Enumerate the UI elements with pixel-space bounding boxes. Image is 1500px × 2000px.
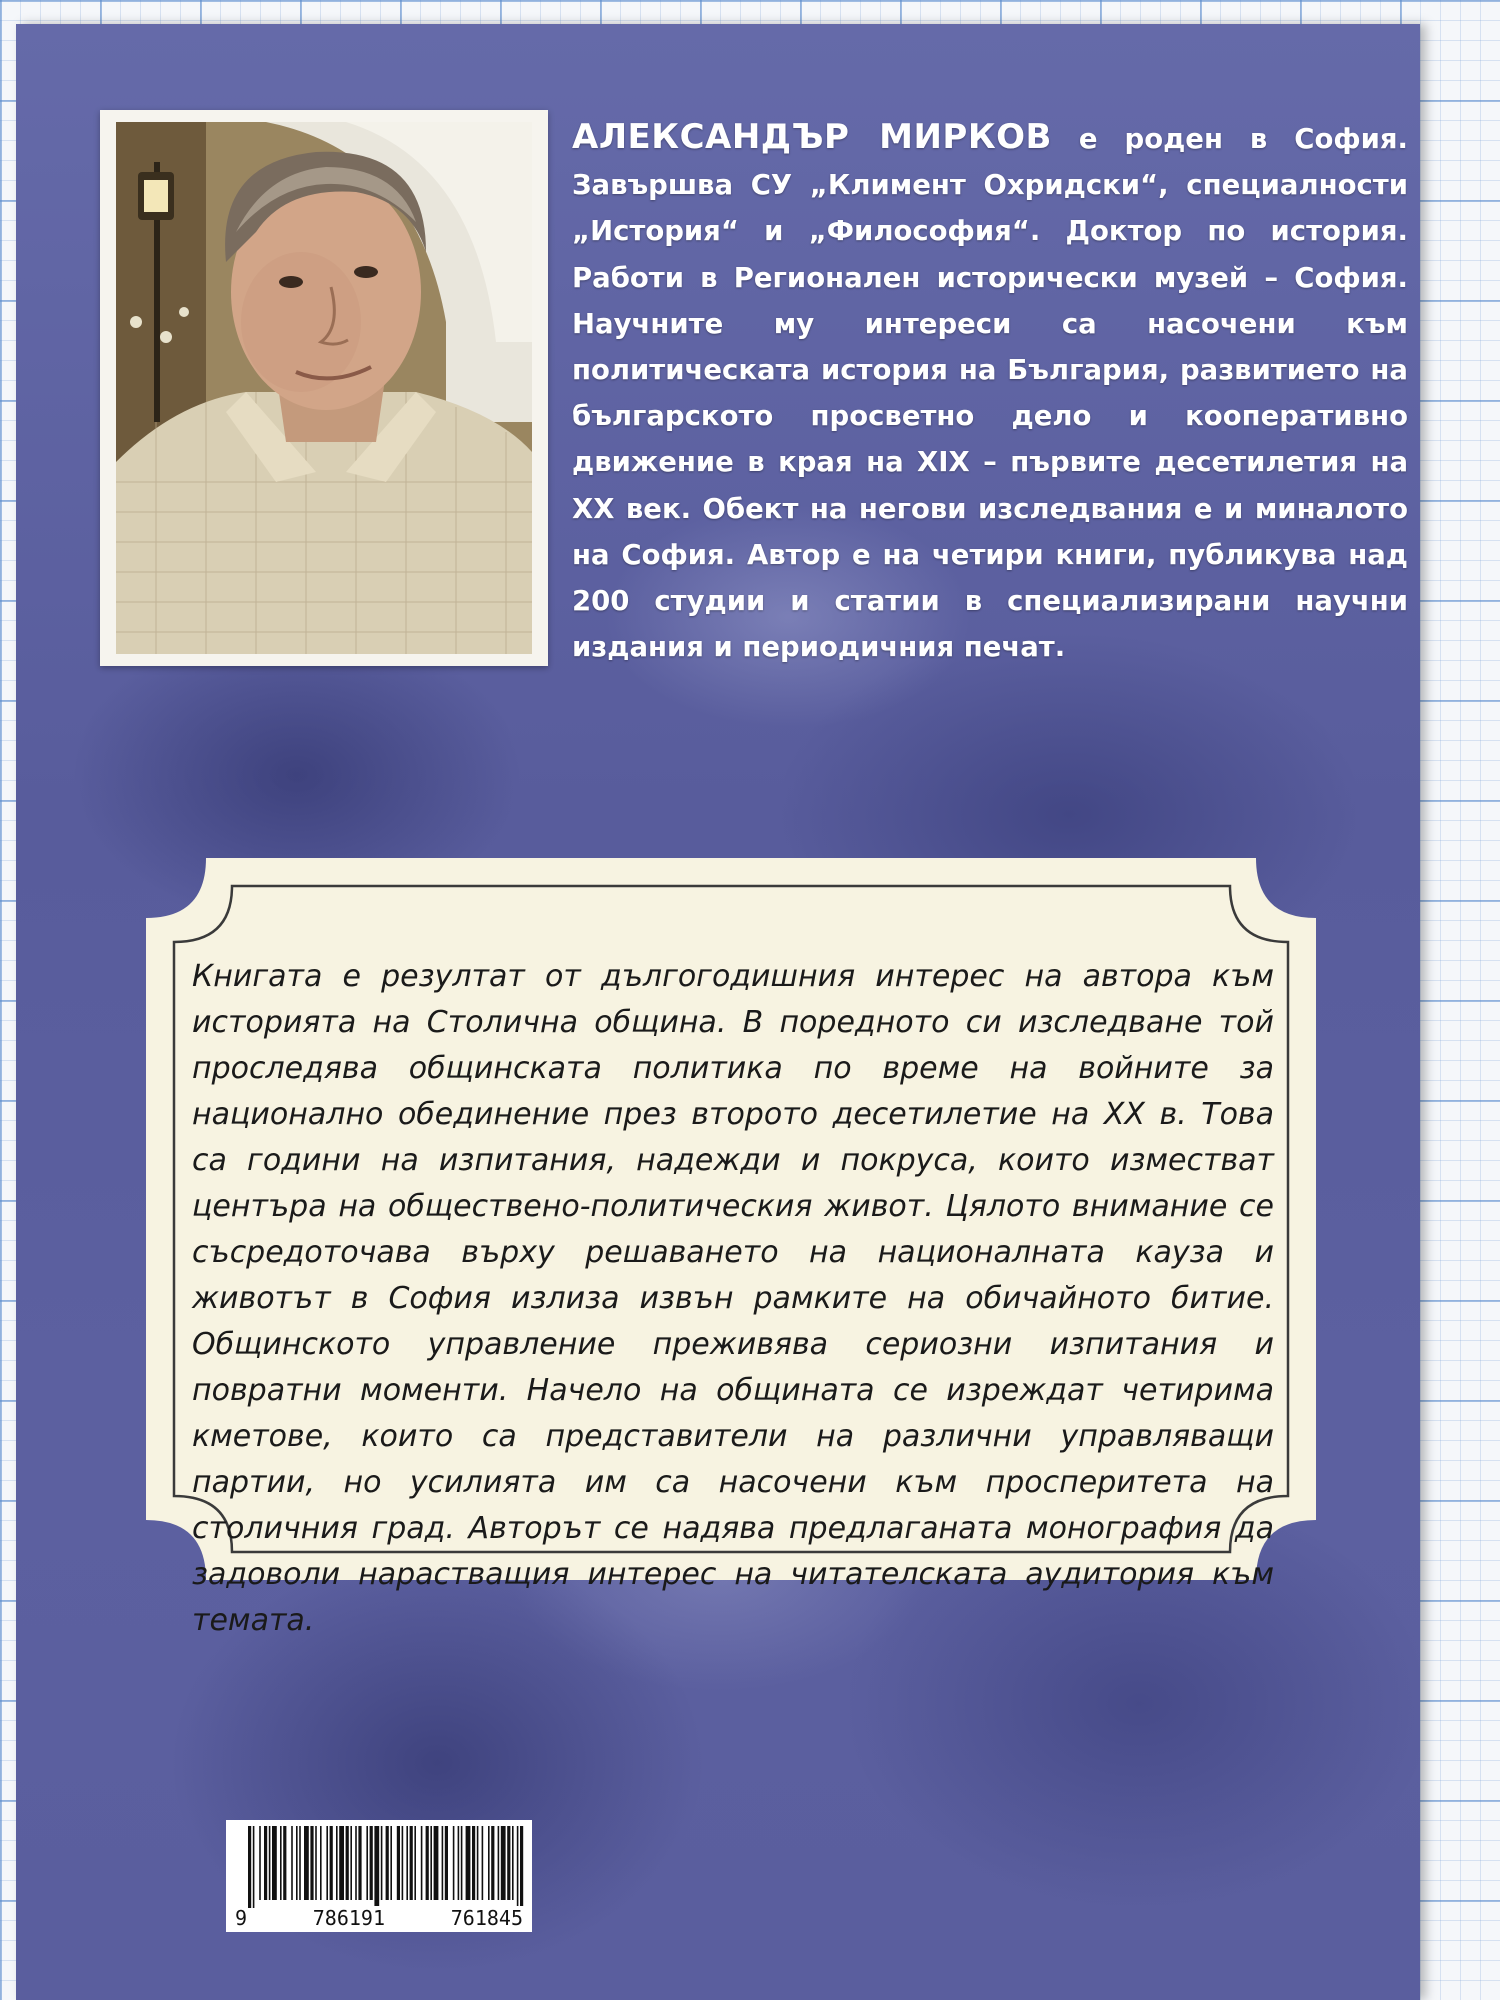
barcode-bar xyxy=(339,1826,344,1900)
barcode-bar xyxy=(390,1826,392,1900)
barcode-bar xyxy=(355,1826,357,1900)
barcode-bar xyxy=(445,1826,448,1900)
barcode-bar xyxy=(291,1826,293,1900)
barcode-bar xyxy=(374,1826,379,1908)
book-description-text: Книгата е резултат от дългогодишния интерес на автора към историята на Столична община. В поредното си изследване той проследява общинската политика по време на войните за национално обединение през второто десетилетие на XX в. Това са години на изпитания, надежди и покруса, които изместват центъра на обществено-политическия живот. Цялото внимание се съсредоточава върху решаването на националната кауза и животът в София излиза извън рамките на обичайното битие. Общинското управление преживява сериозни изпитания и повратни моменти. Начело на общината се изреждат четирима кметове, които са представители на различни управляващи партии, но усилията им са насочени към просперитета на столичния град. Авторът се надява предлаганата монография да задоволи нарастващия интерес на читателската аудитория към темата. xyxy=(192,959,1274,1638)
barcode-bar xyxy=(370,1826,373,1900)
barcode-bar xyxy=(315,1826,317,1900)
barcode-bar xyxy=(498,1826,500,1900)
barcode-bar xyxy=(414,1826,416,1900)
barcode-bar xyxy=(330,1826,333,1900)
barcode-bar xyxy=(264,1826,267,1900)
barcode-bar xyxy=(430,1826,432,1900)
barcode-bar xyxy=(466,1826,471,1900)
barcode-bar xyxy=(336,1826,338,1900)
book-description-card xyxy=(146,858,1316,1638)
barcode-bar xyxy=(402,1826,404,1900)
barcode-bar xyxy=(488,1826,490,1900)
barcode-bar xyxy=(253,1826,255,1908)
barcode-bar xyxy=(426,1826,429,1900)
barcode-bar xyxy=(358,1826,361,1900)
barcode-digits xyxy=(234,1906,524,1930)
barcode-bar xyxy=(410,1826,413,1900)
author-bio-text: е роден в София. Завършва СУ „Климент Охридски“, специалности „История“ и „Философия“. Доктор по история. Работи в Регионален исторически музей – София. Научните му интереси са насочени към политическата история на България, развитието на българското просветно дело и кооперативно движение в края на XIX – първите десетилетия на XX век. Обект на негови изследвания е и миналото на София. Автор е на четири книги, публикува над 200 студии и статии в специализирани научни издания и периодичния печат. xyxy=(572,123,1408,664)
barcode-bar xyxy=(280,1826,282,1900)
barcode-bar xyxy=(482,1826,484,1900)
barcode-bar xyxy=(310,1826,313,1900)
barcode-bar xyxy=(406,1826,408,1900)
author-name: АЛЕКСАНДЪР МИРКОВ xyxy=(572,117,1052,157)
barcode-bar xyxy=(381,1826,383,1900)
barcode-bar xyxy=(517,1826,519,1908)
barcode-bar xyxy=(472,1826,475,1900)
barcode-bar xyxy=(507,1826,510,1900)
barcode-bar xyxy=(386,1826,389,1900)
isbn-barcode xyxy=(226,1820,532,1932)
author-portrait-illustration xyxy=(116,122,532,654)
barcode-bar xyxy=(520,1826,523,1908)
barcode-bar xyxy=(453,1826,455,1900)
barcode-first-digit: 9 xyxy=(235,1906,248,1930)
barcode-bar xyxy=(477,1826,479,1900)
barcode-bar xyxy=(299,1826,301,1900)
barcode-bar xyxy=(346,1826,349,1900)
barcode-bar xyxy=(259,1826,261,1900)
barcode-bar xyxy=(272,1826,277,1900)
author-photo xyxy=(116,122,532,654)
author-bio xyxy=(572,114,1408,670)
barcode-bar xyxy=(350,1826,352,1900)
barcode-bar xyxy=(491,1826,494,1900)
barcode-bar xyxy=(326,1826,328,1900)
book-back-cover xyxy=(16,24,1420,2000)
barcode-bar xyxy=(366,1826,368,1900)
barcode-bars xyxy=(234,1826,524,1908)
barcode-bar xyxy=(283,1826,286,1900)
author-photo-frame xyxy=(100,110,548,666)
barcode-left-group: 786191 xyxy=(312,1906,386,1930)
barcode-bar xyxy=(320,1826,322,1900)
barcode-bar xyxy=(458,1826,460,1900)
barcode-bar xyxy=(421,1826,423,1900)
barcode-bar xyxy=(296,1826,298,1900)
barcode-bar xyxy=(442,1826,444,1900)
barcode-bar xyxy=(501,1826,506,1900)
barcode-bar xyxy=(269,1826,271,1900)
barcode-bar xyxy=(512,1826,514,1900)
barcode-bar xyxy=(304,1826,309,1900)
barcode-bar xyxy=(434,1826,439,1900)
barcode-bar xyxy=(461,1826,463,1900)
barcode-bar xyxy=(397,1826,400,1900)
barcode-right-group: 761845 xyxy=(450,1906,523,1930)
barcode-bar xyxy=(248,1826,251,1908)
